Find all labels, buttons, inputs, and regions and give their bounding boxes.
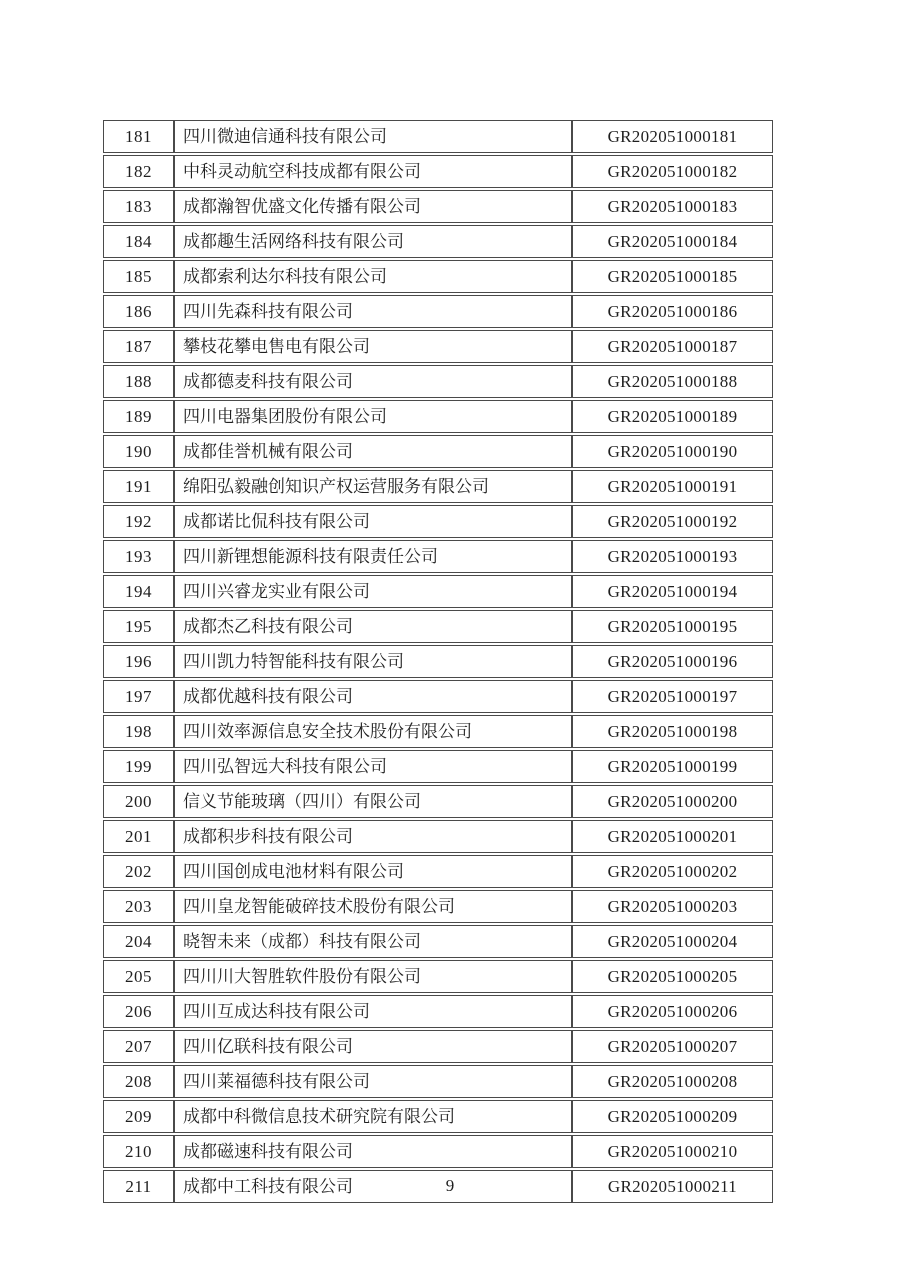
gr-code-cell: GR202051000211 bbox=[572, 1170, 773, 1203]
row-number-cell: 204 bbox=[103, 925, 174, 958]
gr-code-cell: GR202051000208 bbox=[572, 1065, 773, 1098]
row-number-cell: 187 bbox=[103, 330, 174, 363]
gr-code-cell: GR202051000186 bbox=[572, 295, 773, 328]
company-name-cell: 晓智未来（成都）科技有限公司 bbox=[174, 925, 572, 958]
gr-code-cell: GR202051000199 bbox=[572, 750, 773, 783]
gr-code-cell: GR202051000184 bbox=[572, 225, 773, 258]
row-number-cell: 199 bbox=[103, 750, 174, 783]
gr-code-cell: GR202051000192 bbox=[572, 505, 773, 538]
table-row bbox=[103, 1100, 773, 1133]
table-row bbox=[103, 890, 773, 923]
company-name-cell: 成都德麦科技有限公司 bbox=[174, 365, 572, 398]
gr-code-cell: GR202051000210 bbox=[572, 1135, 773, 1168]
row-number-cell: 189 bbox=[103, 400, 174, 433]
company-name-cell: 成都趣生活网络科技有限公司 bbox=[174, 225, 572, 258]
row-number-cell: 195 bbox=[103, 610, 174, 643]
company-name-cell: 绵阳弘毅融创知识产权运营服务有限公司 bbox=[174, 470, 572, 503]
company-name-cell: 四川凯力特智能科技有限公司 bbox=[174, 645, 572, 678]
company-name-cell: 四川莱福德科技有限公司 bbox=[174, 1065, 572, 1098]
company-name-cell: 四川新锂想能源科技有限责任公司 bbox=[174, 540, 572, 573]
row-number-cell: 182 bbox=[103, 155, 174, 188]
company-name-cell: 成都磁速科技有限公司 bbox=[174, 1135, 572, 1168]
row-number-cell: 193 bbox=[103, 540, 174, 573]
company-name-cell: 中科灵动航空科技成都有限公司 bbox=[174, 155, 572, 188]
company-name-cell: 信义节能玻璃（四川）有限公司 bbox=[174, 785, 572, 818]
row-number-cell: 201 bbox=[103, 820, 174, 853]
table-row bbox=[103, 995, 773, 1028]
company-name-cell: 四川微迪信通科技有限公司 bbox=[174, 120, 572, 153]
gr-code-cell: GR202051000182 bbox=[572, 155, 773, 188]
company-name-cell: 四川效率源信息安全技术股份有限公司 bbox=[174, 715, 572, 748]
gr-code-cell: GR202051000185 bbox=[572, 260, 773, 293]
table-row bbox=[103, 855, 773, 888]
gr-code-cell: GR202051000203 bbox=[572, 890, 773, 923]
gr-code-cell: GR202051000195 bbox=[572, 610, 773, 643]
gr-code-cell: GR202051000204 bbox=[572, 925, 773, 958]
company-name-cell: 四川国创成电池材料有限公司 bbox=[174, 855, 572, 888]
row-number-cell: 209 bbox=[103, 1100, 174, 1133]
table-row bbox=[103, 820, 773, 853]
company-name-cell: 成都中科微信息技术研究院有限公司 bbox=[174, 1100, 572, 1133]
table-row bbox=[103, 400, 773, 433]
table-row bbox=[103, 1135, 773, 1168]
company-name-cell: 成都优越科技有限公司 bbox=[174, 680, 572, 713]
table-row bbox=[103, 365, 773, 398]
row-number-cell: 207 bbox=[103, 1030, 174, 1063]
table-row bbox=[103, 295, 773, 328]
table-row bbox=[103, 330, 773, 363]
row-number-cell: 206 bbox=[103, 995, 174, 1028]
gr-code-cell: GR202051000198 bbox=[572, 715, 773, 748]
gr-code-cell: GR202051000181 bbox=[572, 120, 773, 153]
page-number: 9 bbox=[445, 1176, 455, 1195]
company-name-cell: 成都中工科技有限公司 bbox=[174, 1170, 572, 1203]
table-row bbox=[103, 260, 773, 293]
table-row bbox=[103, 1065, 773, 1098]
row-number-cell: 200 bbox=[103, 785, 174, 818]
company-name-cell: 成都诺比侃科技有限公司 bbox=[174, 505, 572, 538]
company-name-cell: 四川皇龙智能破碎技术股份有限公司 bbox=[174, 890, 572, 923]
table-row bbox=[103, 190, 773, 223]
table-row bbox=[103, 680, 773, 713]
company-name-cell: 四川电器集团股份有限公司 bbox=[174, 400, 572, 433]
table-row bbox=[103, 505, 773, 538]
table-row bbox=[103, 750, 773, 783]
table-row bbox=[103, 225, 773, 258]
row-number-cell: 186 bbox=[103, 295, 174, 328]
company-name-cell: 四川弘智远大科技有限公司 bbox=[174, 750, 572, 783]
row-number-cell: 203 bbox=[103, 890, 174, 923]
gr-code-cell: GR202051000189 bbox=[572, 400, 773, 433]
company-name-cell: 四川先森科技有限公司 bbox=[174, 295, 572, 328]
gr-code-cell: GR202051000200 bbox=[572, 785, 773, 818]
table-row bbox=[103, 715, 773, 748]
row-number-cell: 181 bbox=[103, 120, 174, 153]
company-name-cell: 四川互成达科技有限公司 bbox=[174, 995, 572, 1028]
gr-code-cell: GR202051000209 bbox=[572, 1100, 773, 1133]
company-name-cell: 成都瀚智优盛文化传播有限公司 bbox=[174, 190, 572, 223]
row-number-cell: 196 bbox=[103, 645, 174, 678]
table-row bbox=[103, 155, 773, 188]
gr-code-cell: GR202051000206 bbox=[572, 995, 773, 1028]
row-number-cell: 185 bbox=[103, 260, 174, 293]
company-name-cell: 四川川大智胜软件股份有限公司 bbox=[174, 960, 572, 993]
row-number-cell: 210 bbox=[103, 1135, 174, 1168]
table-row bbox=[103, 435, 773, 468]
table-row bbox=[103, 960, 773, 993]
companies-table bbox=[103, 118, 773, 1205]
row-number-cell: 205 bbox=[103, 960, 174, 993]
company-name-cell: 攀枝花攀电售电有限公司 bbox=[174, 330, 572, 363]
row-number-cell: 202 bbox=[103, 855, 174, 888]
gr-code-cell: GR202051000201 bbox=[572, 820, 773, 853]
gr-code-cell: GR202051000190 bbox=[572, 435, 773, 468]
table-row bbox=[103, 575, 773, 608]
row-number-cell: 183 bbox=[103, 190, 174, 223]
row-number-cell: 198 bbox=[103, 715, 174, 748]
company-name-cell: 成都积步科技有限公司 bbox=[174, 820, 572, 853]
gr-code-cell: GR202051000187 bbox=[572, 330, 773, 363]
company-name-cell: 四川兴睿龙实业有限公司 bbox=[174, 575, 572, 608]
gr-code-cell: GR202051000193 bbox=[572, 540, 773, 573]
gr-code-cell: GR202051000188 bbox=[572, 365, 773, 398]
table-row bbox=[103, 645, 773, 678]
gr-code-cell: GR202051000205 bbox=[572, 960, 773, 993]
companies-table-body bbox=[103, 120, 773, 1203]
gr-code-cell: GR202051000207 bbox=[572, 1030, 773, 1063]
table-row bbox=[103, 470, 773, 503]
row-number-cell: 191 bbox=[103, 470, 174, 503]
gr-code-cell: GR202051000191 bbox=[572, 470, 773, 503]
table-row bbox=[103, 1030, 773, 1063]
gr-code-cell: GR202051000202 bbox=[572, 855, 773, 888]
companies-table-container bbox=[103, 118, 773, 1205]
row-number-cell: 184 bbox=[103, 225, 174, 258]
company-name-cell: 成都杰乙科技有限公司 bbox=[174, 610, 572, 643]
table-row bbox=[103, 785, 773, 818]
table-row bbox=[103, 540, 773, 573]
table-row bbox=[103, 120, 773, 153]
row-number-cell: 188 bbox=[103, 365, 174, 398]
company-name-cell: 成都佳誉机械有限公司 bbox=[174, 435, 572, 468]
table-row bbox=[103, 925, 773, 958]
row-number-cell: 192 bbox=[103, 505, 174, 538]
row-number-cell: 208 bbox=[103, 1065, 174, 1098]
company-name-cell: 成都索利达尔科技有限公司 bbox=[174, 260, 572, 293]
gr-code-cell: GR202051000194 bbox=[572, 575, 773, 608]
gr-code-cell: GR202051000183 bbox=[572, 190, 773, 223]
company-name-cell: 四川亿联科技有限公司 bbox=[174, 1030, 572, 1063]
gr-code-cell: GR202051000197 bbox=[572, 680, 773, 713]
row-number-cell: 197 bbox=[103, 680, 174, 713]
row-number-cell: 194 bbox=[103, 575, 174, 608]
row-number-cell: 190 bbox=[103, 435, 174, 468]
row-number-cell: 211 bbox=[103, 1170, 174, 1203]
table-row bbox=[103, 610, 773, 643]
gr-code-cell: GR202051000196 bbox=[572, 645, 773, 678]
